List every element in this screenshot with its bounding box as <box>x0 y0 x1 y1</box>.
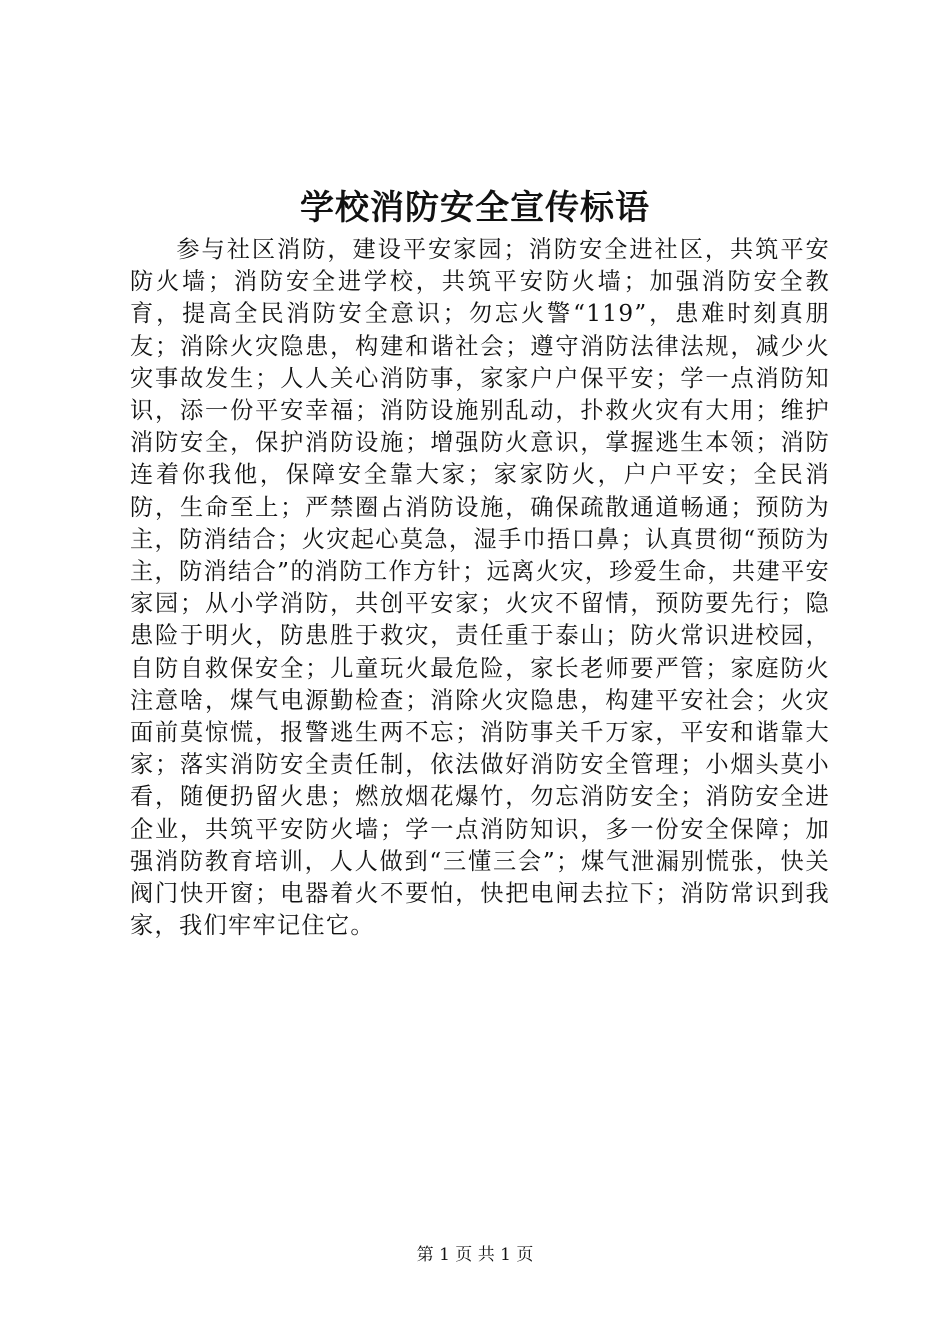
body-paragraph: 参与社区消防，建设平安家园；消防安全进社区，共筑平安防火墙；消防安全进学校，共筑平安防火墙；加强消防安全教育，提高全民消防安全意识；勿忘火警“119”，患难时刻真朋友；消除火灾隐患，构建和谐社会；遵守消防法律法规，减少火灾事故发生；人人关心消防事，家家户户保平安；学一点消防知识，添一份平安幸福；消防设施别乱动，扑救火灾有大用；维护消防安全，保护消防设施；增强防火意识，掌握逃生本领；消防连着你我他，保障安全靠大家；家家防火，户户平安；全民消防，生命至上；严禁圈占消防设施，确保疏散通道畅通；预防为主，防消结合；火灾起心莫急，湿手巾捂口鼻；认真贯彻“预防为主，防消结合”的消防工作方针；远离火灾，珍爱生命，共建平安家园；从小学消防，共创平安家；火灾不留情，预防要先行；隐患险于明火，防患胜于救灾，责任重于泰山；防火常识进校园，自防自救保安全；儿童玩火最危险，家长老师要严管；家庭防火注意啥，煤气电源勤检查；消除火灾隐患，构建平安社会；火灾面前莫惊慌，报警逃生两不忘；消防事关千万家，平安和谐靠大家；落实消防安全责任制，依法做好消防安全管理；小烟头莫小看，随便扔留火患；燃放烟花爆竹，勿忘消防安全；消防安全进企业，共筑平安防火墙；学一点消防知识，多一份安全保障；加强消防教育培训，人人做到“三懂三会”；煤气泄漏别慌张，快关阀门快开窗；电器着火不要怕，快把电闸去拉下；消防常识到我家，我们牢牢记住它。 <box>130 236 830 940</box>
page-number-footer: 第 1 页 共 1 页 <box>416 1245 534 1265</box>
page-title: 学校消防安全宣传标语 <box>300 188 650 228</box>
